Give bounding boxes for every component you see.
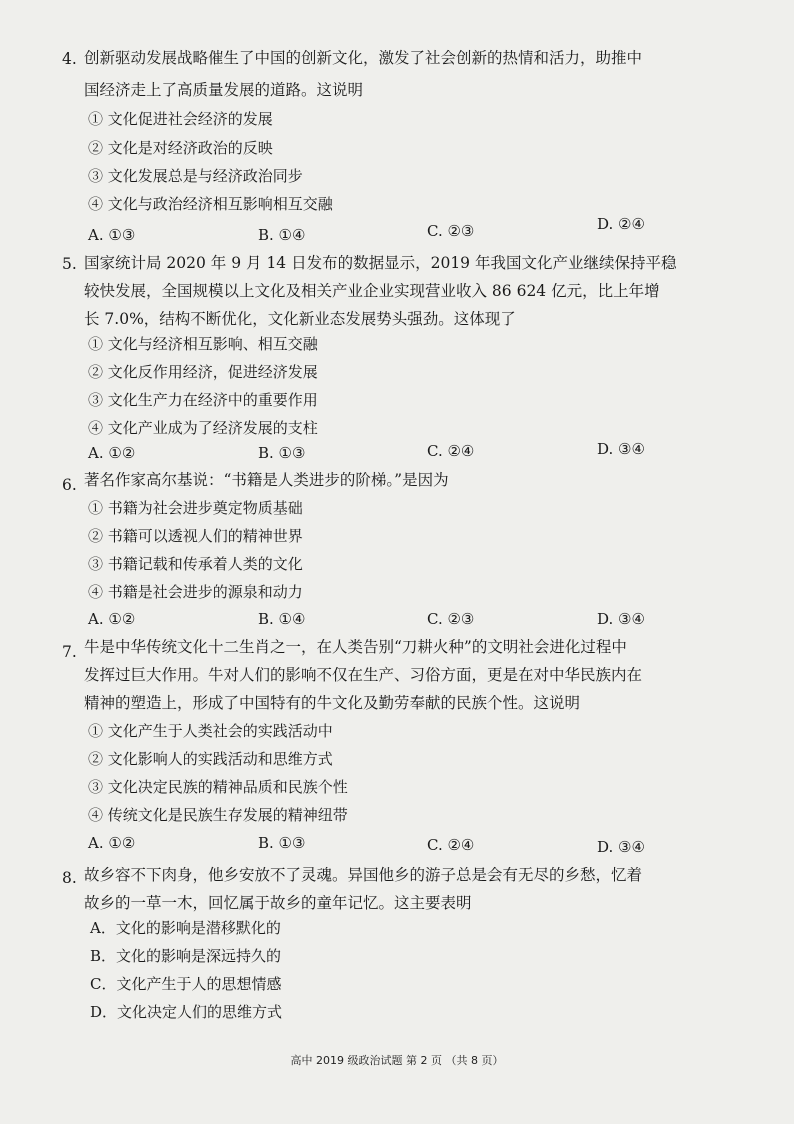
page-footer: 高中 2019 级政治试题 第 2 页 （共 8 页） <box>290 1054 504 1067</box>
answer-choice-b[interactable]: B. ①③ <box>258 444 306 462</box>
statement-item: ① 文化与经济相互影响、相互交融 <box>88 335 318 353</box>
statement-item: ① 文化促进社会经济的发展 <box>88 110 273 128</box>
answer-choice-c[interactable]: C. ②③ <box>427 610 475 628</box>
answer-choice-b[interactable]: B．文化的影响是深远持久的 <box>90 947 282 965</box>
statement-item: ④ 书籍是社会进步的源泉和动力 <box>88 583 303 601</box>
answer-choice-d[interactable]: D．文化决定人们的思维方式 <box>90 1003 283 1021</box>
answer-choice-b[interactable]: B. ①④ <box>258 226 306 244</box>
statement-item: ② 文化反作用经济，促进经济发展 <box>88 363 318 381</box>
answer-choice-b[interactable]: B. ①③ <box>258 834 306 852</box>
answer-choice-c[interactable]: C. ②③ <box>427 222 475 240</box>
answer-choice-a[interactable]: A．文化的影响是潜移默化的 <box>90 919 281 937</box>
question-stem-line: 较快发展，全国规模以上文化及相关产业企业实现营业收入 86 624 亿元，比上年增 <box>84 282 660 300</box>
answer-choice-c[interactable]: C．文化产生于人的思想情感 <box>90 975 282 993</box>
statement-item: ② 书籍可以透视人们的精神世界 <box>88 527 303 545</box>
question-stem-line: 发挥过巨大作用。牛对人们的影响不仅在生产、习俗方面，更是在对中华民族内在 <box>84 666 643 684</box>
statement-item: ③ 文化生产力在经济中的重要作用 <box>88 391 318 409</box>
answer-choice-d[interactable]: D. ②④ <box>597 215 645 233</box>
question-stem-line: 精神的塑造上，形成了中国特有的牛文化及勤劳奉献的民族个性。这说明 <box>84 694 581 712</box>
question-stem-line: 国家统计局 2020 年 9 月 14 日发布的数据显示，2019 年我国文化产业继续保持平稳 <box>84 254 677 272</box>
question-stem-line: 创新驱动发展战略催生了中国的创新文化，激发了社会创新的热情和活力，助推中 <box>84 49 643 67</box>
statement-item: ③ 文化发展总是与经济政治同步 <box>88 167 303 185</box>
question-stem-line: 长 7.0%，结构不断优化，文化新业态发展势头强劲。这体现了 <box>84 310 516 328</box>
question-number: 4. <box>62 50 77 68</box>
statement-item: ① 书籍为社会进步奠定物质基础 <box>88 499 303 517</box>
statement-item: ④ 文化产业成为了经济发展的支柱 <box>88 419 318 437</box>
answer-choice-c[interactable]: C. ②④ <box>427 442 475 460</box>
question-stem-line: 著名作家高尔基说：“书籍是人类进步的阶梯。”是因为 <box>84 471 449 489</box>
statement-item: ④ 文化与政治经济相互影响相互交融 <box>88 195 333 213</box>
question-number: 6. <box>62 476 77 494</box>
answer-choice-d[interactable]: D. ③④ <box>597 440 645 458</box>
answer-choice-a[interactable]: A. ①② <box>88 834 136 852</box>
statement-item: ③ 书籍记载和传承着人类的文化 <box>88 555 303 573</box>
answer-choice-d[interactable]: D. ③④ <box>597 610 645 628</box>
statement-item: ② 文化是对经济政治的反映 <box>88 139 273 157</box>
answer-choice-a[interactable]: A. ①② <box>88 610 136 628</box>
statement-item: ① 文化产生于人类社会的实践活动中 <box>88 722 333 740</box>
answer-choice-a[interactable]: A. ①② <box>88 444 136 462</box>
statement-item: ② 文化影响人的实践活动和思维方式 <box>88 750 333 768</box>
question-number: 5. <box>62 255 77 273</box>
question-stem-line: 故乡容不下肉身，他乡安放不了灵魂。异国他乡的游子总是会有无尽的乡愁，忆着 <box>84 866 643 884</box>
question-stem-line: 故乡的一草一木，回忆属于故乡的童年记忆。这主要表明 <box>84 894 472 912</box>
question-number: 7. <box>62 643 77 661</box>
answer-choice-a[interactable]: A. ①③ <box>88 226 136 244</box>
answer-choice-c[interactable]: C. ②④ <box>427 836 475 854</box>
statement-item: ③ 文化决定民族的精神品质和民族个性 <box>88 778 348 796</box>
answer-choice-b[interactable]: B. ①④ <box>258 610 306 628</box>
answer-choice-d[interactable]: D. ③④ <box>597 838 645 856</box>
question-stem-line: 国经济走上了高质量发展的道路。这说明 <box>84 81 364 99</box>
question-stem-line: 牛是中华传统文化十二生肖之一，在人类告别“刀耕火种”的文明社会进化过程中 <box>84 638 627 656</box>
statement-item: ④ 传统文化是民族生存发展的精神纽带 <box>88 806 348 824</box>
question-number: 8. <box>62 869 77 887</box>
